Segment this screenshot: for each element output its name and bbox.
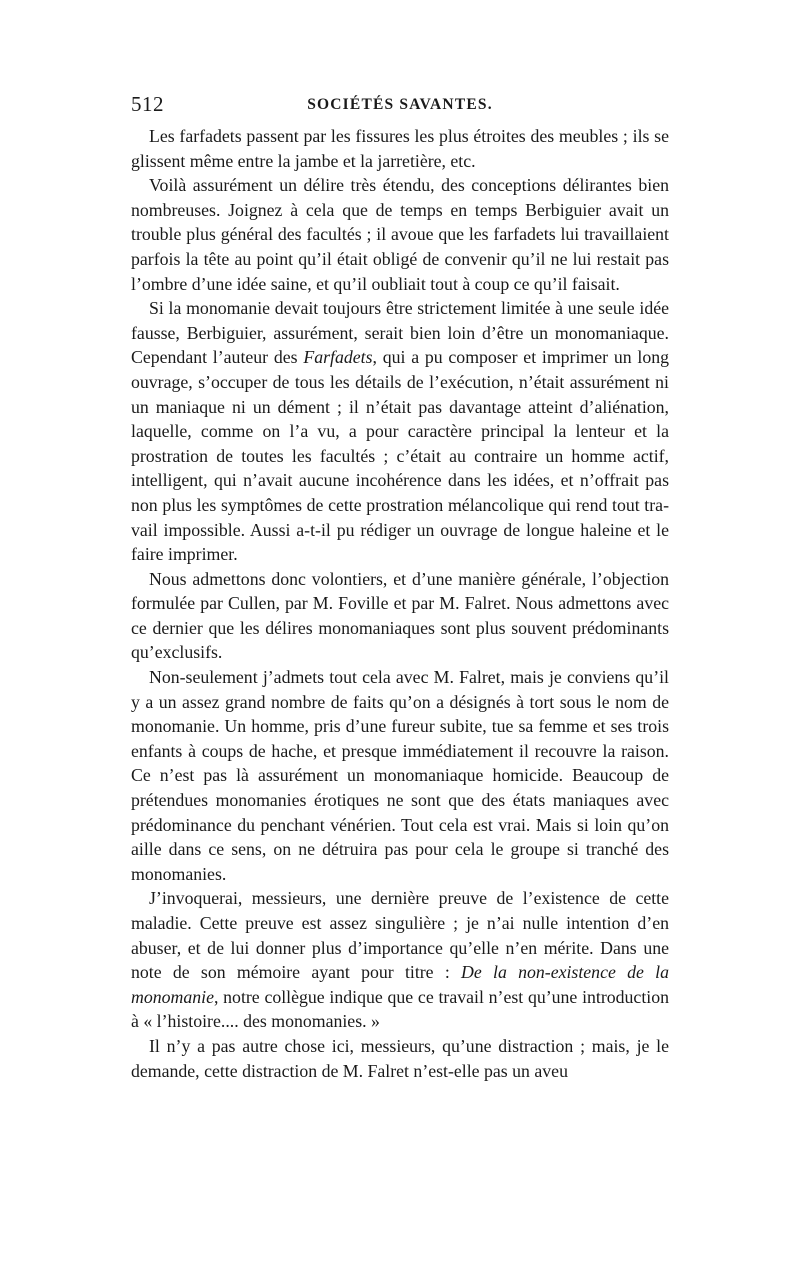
text-run: Nous admettons donc volontiers, et d’une manière générale, l’objection formulée par Cullen, par M. Foville et par M. Falret. Nous admettons avec ce dernier que les délires monomaniaques sont plus souvent prédominants qu’exclusifs. [131,568,669,663]
paragraph [131,1034,669,1083]
text-run: , qui a pu composer et imprimer un long ouvrage, s’occuper de tous les détails de l’exécution, n’était assurément ni un maniaque ni un dément ; il n’était pas davantage atteint d’aliénation, laquelle, comme on l’a vu, a pour caractère principal la lenteur et la prostration de toutes les facultés ; c’était au contraire un homme actif, intelligent, qui n’avait aucune incohérence dans les idées, et n’offrait pas non plus les symptômes de cette prostration mélancolique qui rend tout travail impossible. Aussi a-t-il pu rédiger un ouvrage de longue haleine et le faire imprimer. [131,347,669,565]
page-header [131,92,669,120]
paragraph [131,296,669,567]
page-number: 512 [131,92,164,116]
italic-text-run: Farfadets [303,347,373,368]
paragraph [131,173,669,296]
paragraph [131,665,669,886]
book-page [131,92,669,1083]
italic-text-run: De la non-existence de la monomanie [131,962,669,1007]
text-run: J’invoquerai, messieurs, une dernière preuve de l’existence de cette maladie. Cette preuve est assez singulière ; je n’ai nulle intention d’en abuser, et de lui donner plus d’importance qu’elle n’en mérite. Dans une note de son mémoire ayant pour titre : [131,888,669,983]
paragraph [131,124,669,173]
text-run: Voilà assurément un délire très étendu, des conceptions délirantes bien nombreuses. Joignez à cela que de temps en temps Berbiguier avait un trouble plus général des facultés ; il avoue que les farfadets lui travaillaient parfois la tête au point qu’il était obligé de convenir qu’il ne lui restait pas l’ombre d’une idée saine, et qu’il oubliait tout à coup ce qu’il faisait. [131,175,669,294]
text-run: Il n’y a pas autre chose ici, messieurs, qu’une distraction ; mais, je le demande, cette distraction de M. Falret n’est-elle pas un aveu [131,1035,669,1081]
body-text [131,124,669,1083]
paragraph [131,886,669,1034]
paragraph [131,567,669,665]
text-run: Si la monomanie devait toujours être strictement limitée à une seule idée fausse, Berbiguier, assurément, serait bien loin d’être un monomaniaque. Cependant l’auteur des [131,298,669,368]
running-head: SOCIÉTÉS SAVANTES. [307,96,493,113]
text-run: , notre collègue indique que ce travail n’est qu’une introduction à « l’histoire.... des monomanies. » [131,986,669,1032]
text-run: Les farfadets passent par les fissures les plus étroites des meubles ; ils se glissent même entre la jambe et la jarretière, etc. [131,126,669,171]
text-run: Non-seulement j’admets tout cela avec M. Falret, mais je conviens qu’il y a un assez grand nombre de faits qu’on a désignés à tort sous le nom de monomanie. Un homme, pris d’une fureur subite, tue sa femme et ses trois enfants à coups de hache, et presque immédiatement il recouvre la raison. Ce n’est pas là assurément un monomaniaque homicide. Beaucoup de prétendues monomanies érotiques ne sont que des états maniaques avec prédominance du penchant vénérien. Tout cela est vrai. Mais si loin qu’on aille dans ce sens, on ne détruira pas pour cela le groupe si tranché des monomanies. [131,667,669,884]
